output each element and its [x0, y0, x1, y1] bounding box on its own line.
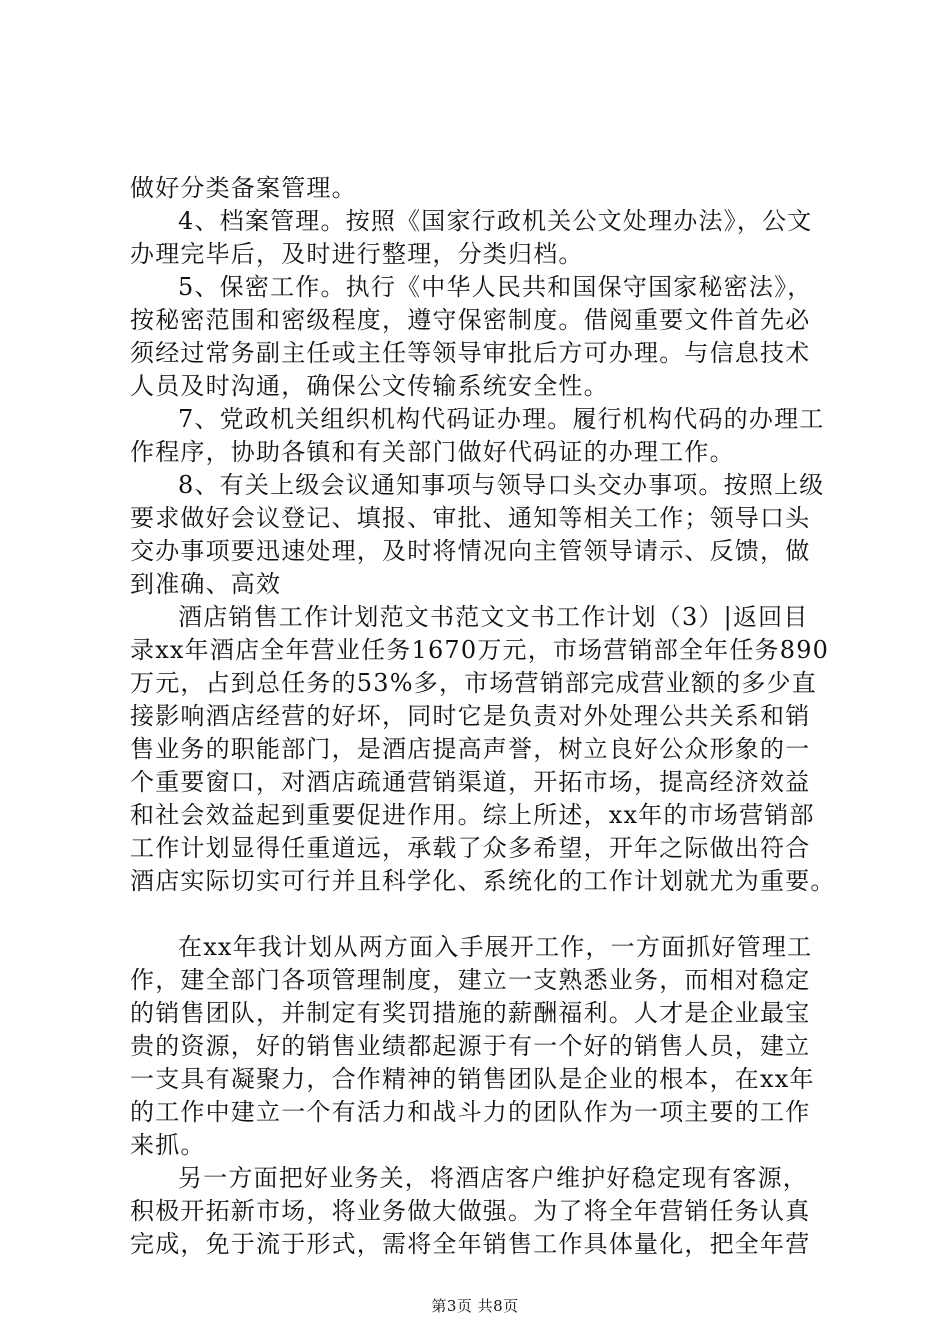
text-line: 和社会效益起到重要促进作用。综上所述，xx年的市场营销部: [130, 801, 815, 829]
text-line: 售业务的职能部门，是酒店提高声誉，树立良好公众形象的一: [130, 735, 811, 763]
text-line: 作，建全部门各项管理制度，建立一支熟悉业务，而相对稳定: [130, 966, 811, 994]
text-line: 要求做好会议登记、填报、审批、通知等相关工作；领导口头: [130, 504, 811, 532]
text-line: 个重要窗口，对酒店疏通营销渠道，开拓市场，提高经济效益: [130, 768, 811, 796]
text-line: 交办事项要迅速处理，及时将情况向主管领导请示、反馈，做: [130, 537, 811, 565]
text-line: 人员及时沟通，确保公文传输系统安全性。: [130, 372, 609, 400]
text-line: 接影响酒店经营的好坏，同时它是负责对外处理公共关系和销: [130, 702, 811, 730]
text-line: 办理完毕后，及时进行整理，分类归档。: [130, 240, 584, 268]
text-line: 7、党政机关组织机构代码证办理。履行机构代码的办理工: [178, 405, 825, 433]
text-line: 5、保密工作。执行《中华人民共和国保守国家秘密法》，: [178, 273, 813, 301]
text-line: 的销售团队，并制定有奖罚措施的薪酬福利。人才是企业最宝: [130, 999, 811, 1027]
text-line: 酒店销售工作计划范文书范文文书工作计划（3）|返回目: [178, 603, 809, 631]
page-number: 第3页 共8页: [431, 1297, 519, 1315]
text-line: 按秘密范围和密级程度，遵守保密制度。借阅重要文件首先必: [130, 306, 811, 334]
text-line: 的工作中建立一个有活力和战斗力的团队作为一项主要的工作: [130, 1098, 811, 1126]
text-line: 4、档案管理。按照《国家行政机关公文处理办法》，公文: [178, 207, 813, 235]
text-line: 做好分类备案管理。: [130, 174, 357, 202]
text-line: 8、有关上级会议通知事项与领导口头交办事项。按照上级: [178, 471, 825, 499]
text-line: 贵的资源，好的销售业绩都起源于有一个好的销售人员，建立: [130, 1032, 811, 1060]
text-line: 积极开拓新市场，将业务做大做强。为了将全年营销任务认真: [130, 1197, 811, 1225]
text-line: 万元，占到总任务的53%多，市场营销部完成营业额的多少直: [130, 669, 817, 697]
text-line: 一支具有凝聚力，合作精神的销售团队是企业的根本，在xx年: [130, 1065, 815, 1093]
text-line: 须经过常务副主任或主任等领导审批后方可办理。与信息技术: [130, 339, 811, 367]
text-line: 酒店实际切实可行并且科学化、系统化的工作计划就尤为重要。: [130, 867, 836, 895]
text-line: 完成，免于流于形式，需将全年销售工作具体量化，把全年营: [130, 1230, 811, 1258]
text-line: 工作计划显得任重道远，承载了众多希望，开年之际做出符合: [130, 834, 811, 862]
text-line: 录xx年酒店全年营业任务1670万元，市场营销部全年任务890: [130, 636, 830, 664]
text-line: 在xx年我计划从两方面入手展开工作，一方面抓好管理工: [178, 933, 813, 961]
text-line: 作程序，协助各镇和有关部门做好代码证的办理工作。: [130, 438, 735, 466]
text-line: 来抓。: [130, 1131, 206, 1159]
text-line: 到准确、高效: [130, 570, 282, 598]
text-line: 另一方面把好业务关，将酒店客户维护好稳定现有客源，: [178, 1164, 808, 1192]
